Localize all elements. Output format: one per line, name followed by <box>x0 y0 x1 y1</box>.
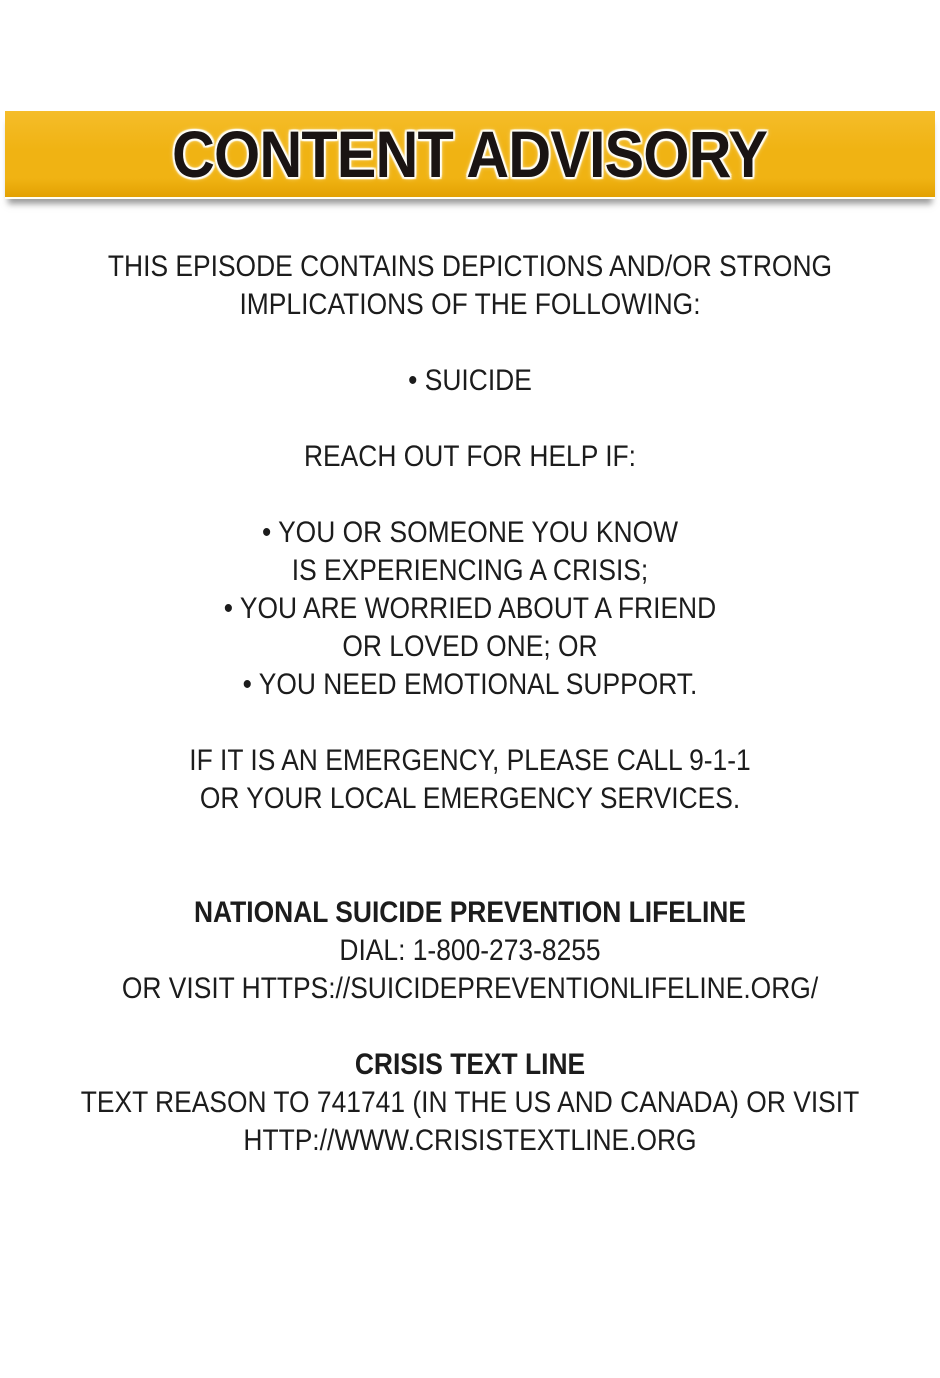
emergency-line: IF IT IS AN EMERGENCY, PLEASE CALL 9-1-1 <box>189 744 751 777</box>
reach-out-line: • YOU ARE WORRIED ABOUT A FRIEND <box>223 592 717 625</box>
content-advisory-banner <box>5 111 935 199</box>
emergency-note <box>56 742 883 818</box>
lifeline-heading: NATIONAL SUICIDE PREVENTION LIFELINE <box>193 896 746 929</box>
crisis-url: HTTP://WWW.CRISISTEXTLINE.ORG <box>243 1124 697 1157</box>
lifeline-dial-number: DIAL: 1-800-273-8255 <box>339 934 601 967</box>
crisis-text-instructions: TEXT REASON TO 741741 (IN THE US AND CANADA) OR VISIT <box>80 1086 860 1119</box>
topic-list <box>56 362 883 400</box>
advisory-body <box>56 201 883 1160</box>
banner-title: CONTENT ADVISORY <box>172 117 768 191</box>
reach-out-line: IS EXPERIENCING A CRISIS; <box>291 554 649 587</box>
reach-out-heading-block <box>56 438 883 476</box>
reach-out-line: • YOU NEED EMOTIONAL SUPPORT. <box>242 668 698 701</box>
advisory-intro <box>56 248 883 324</box>
emergency-line: OR YOUR LOCAL EMERGENCY SERVICES. <box>199 782 741 815</box>
crisis-text-line-section <box>56 1046 883 1160</box>
reach-out-list <box>56 514 883 704</box>
reach-out-heading: REACH OUT FOR HELP IF: <box>303 440 637 473</box>
reach-out-line: • YOU OR SOMEONE YOU KNOW <box>261 516 679 549</box>
topic-bullet-suicide: • SUICIDE <box>408 364 532 397</box>
intro-line: THIS EPISODE CONTAINS DEPICTIONS AND/OR STRONG <box>107 250 833 283</box>
lifeline-section <box>56 894 883 1008</box>
intro-line: IMPLICATIONS OF THE FOLLOWING: <box>239 288 701 321</box>
reach-out-line: OR LOVED ONE; OR <box>342 630 598 663</box>
crisis-heading: CRISIS TEXT LINE <box>354 1048 586 1081</box>
lifeline-url: OR VISIT HTTPS://SUICIDEPREVENTIONLIFELINE.ORG/ <box>121 972 819 1005</box>
